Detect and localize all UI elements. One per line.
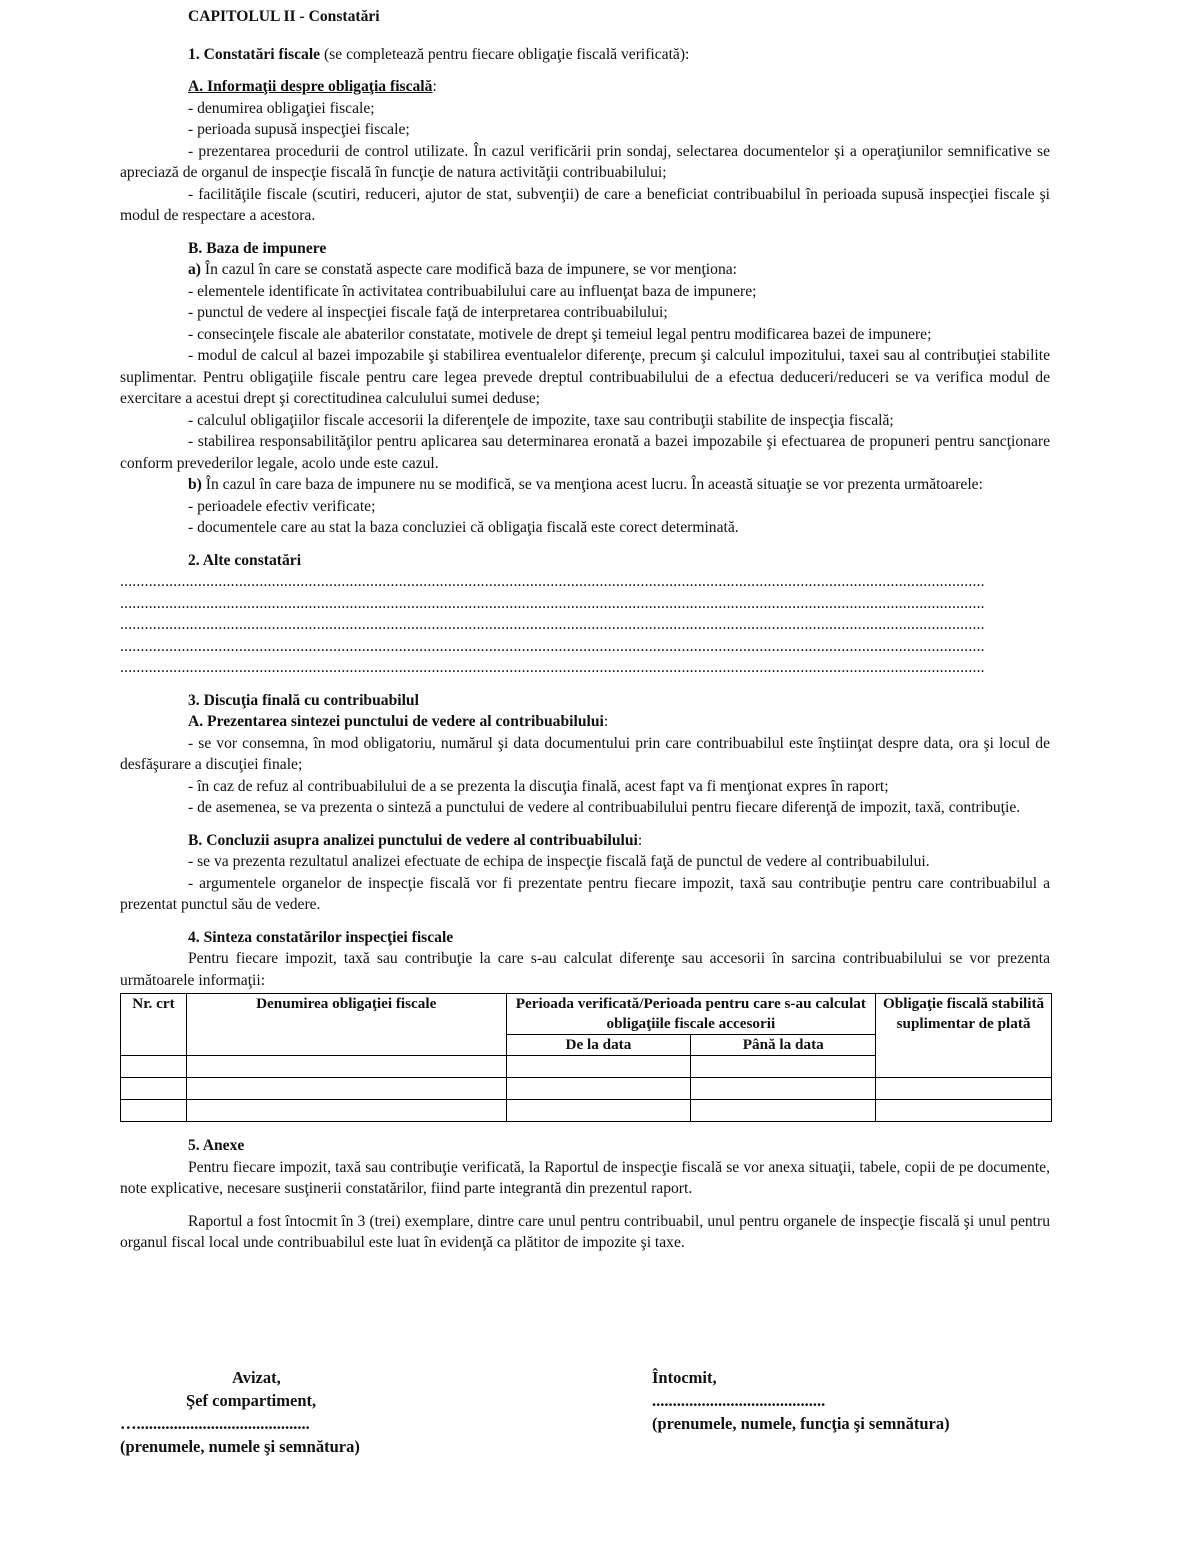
dotted-line: ................................................................................................................................................................................................................... — [120, 616, 985, 633]
dotted-line: ................................................................................................................................................................................................................... — [120, 637, 985, 655]
list-item: - consecinţele fiscale ale abaterilor constatate, motivele de drept şi temeiul legal pentru modificarea bazei de impunere; — [188, 325, 932, 343]
section-5-paragraph: Pentru fiecare impozit, taxă sau contribuţie verificată, la Raportul de inspecţie fiscală se vor anexa situaţii, tabele, copii de pe documente, note explicative, necesare susţinerii constatărilor, fiind parte integrantă din prezentul raport. — [120, 1158, 1050, 1197]
table-header-de-la: De la data — [506, 1035, 691, 1056]
section-4-heading: 4. Sinteza constatărilor inspecţiei fiscale — [188, 928, 454, 946]
list-item: - denumirea obligaţiei fiscale; — [188, 99, 375, 117]
section-2-heading: 2. Alte constatări — [188, 551, 302, 569]
list-item: - punctul de vedere al inspecţiei fiscale faţă de interpretarea contribuabilului; — [188, 304, 668, 321]
section-4-intro: Pentru fiecare impozit, taxă sau contribuţie la care s-au calculat diferenţe sau accesorii în sarcina contribuabilului se vor prezenta următoarele informaţii: — [120, 950, 1050, 989]
signature-line: .......................................... — [652, 1391, 826, 1410]
list-item: - perioada supusă inspecţiei fiscale; — [188, 121, 410, 138]
table-row — [121, 1100, 1052, 1122]
table-header-nr: Nr. crt — [121, 994, 187, 1056]
section-5-paragraph: Raportul a fost întocmit în 3 (trei) exemplare, dintre care unul pentru contribuabil, unul pentru organele de inspecţie fiscală şi unul pentru organul fiscal local unde contribuabilul este luat în evidenţă ca plătitor de impozite şi taxe. — [120, 1212, 1050, 1251]
section-3a-heading: A. Prezentarea sintezei punctului de vedere al contribuabilului: — [188, 713, 609, 730]
list-item: - facilităţile fiscale (scutiri, reduceri, ajutor de stat, subvenţii) de care a beneficiat contribuabilul în perioada supusă inspecţiei fiscale şi modul de respectare a acestora. — [120, 185, 1050, 224]
dotted-line: ................................................................................................................................................................................................................... — [120, 573, 985, 590]
table-header-row — [121, 994, 1052, 1035]
section-1-heading: 1. Constatări fiscale (se completează pentru fiecare obligaţie fiscală verificată): — [188, 45, 690, 63]
table-header-pana-la: Până la data — [691, 1035, 876, 1056]
approved-label: Avizat, — [232, 1368, 281, 1387]
signature-caption: (prenumele, numele şi semnătura) — [120, 1437, 360, 1456]
signature-right — [652, 1366, 1052, 1435]
chapter-title: CAPITOLUL II - Constatări — [188, 8, 380, 25]
table-header-denumire: Denumirea obligaţiei fiscale — [186, 994, 506, 1056]
dotted-line: ................................................................................................................................................................................................................... — [120, 594, 985, 612]
prepared-label: Întocmit, — [652, 1368, 717, 1387]
list-item: - stabilirea responsabilităţilor pentru aplicarea sau determinarea eronată a bazei impozabile şi efectuarea de propuneri pentru sancţionare conform prevederilor legale, acolo unde este cazul. — [120, 433, 1050, 472]
table-header-obligatie: Obligaţie fiscală stabilită suplimentar de plată — [876, 994, 1052, 1078]
section-5-heading: 5. Anexe — [188, 1137, 245, 1154]
subpoint-a: a) În cazul în care se constată aspecte care modifică baza de impunere, se vor menţiona: — [188, 261, 737, 278]
list-item: - calculul obligaţiilor fiscale accesorii la diferenţele de impozite, taxe sau contribuţii stabilite de inspecţia fiscală; — [188, 411, 894, 429]
dotted-line: ................................................................................................................................................................................................................... — [120, 659, 985, 676]
list-item: - argumentele organelor de inspecţie fiscală vor fi prezentate pentru fiecare impozit, taxă sau contribuţie pentru care contribuabilul a prezentat punctul său de vedere. — [120, 874, 1050, 913]
section-1b-heading: B. Baza de impunere — [188, 239, 327, 257]
section-1a-heading: A. Informaţii despre obligaţia fiscală: — [188, 78, 437, 95]
list-item: - în caz de refuz al contribuabilului de a se prezenta la discuţia finală, acest fapt va fi menţionat expres în raport; — [188, 777, 889, 795]
table-header-perioada: Perioada verificată/Perioada pentru care s-au calculat obligaţiile fiscale accesorii — [506, 994, 876, 1035]
signature-left — [120, 1366, 440, 1458]
signature-line: ….......................................... — [120, 1414, 310, 1433]
subpoint-b: b) În cazul în care baza de impunere nu se modifică, se va menţiona acest lucru. În această situaţie se vor prezenta următoarele: — [188, 476, 983, 493]
list-item: - perioadele efectiv verificate; — [188, 497, 376, 515]
fiscal-summary-table — [120, 993, 1052, 1122]
list-item: - prezentarea procedurii de control utilizate. În cazul verificării prin sondaj, selectarea documentelor şi a operaţiunilor semnificative se apreciază de organul de inspecţie fiscală în funcţie de natura activităţii contribuabilului; — [120, 142, 1050, 181]
list-item: - documentele care au stat la baza concluziei că obligaţia fiscală este corect determinată. — [188, 519, 739, 536]
list-item: - modul de calcul al bazei impozabile şi stabilirea eventualelor diferenţe, precum şi calculul impozitului, taxei sau al contribuţiei stabilite suplimentar. Pentru obligaţiile fiscale pentru care legea prevede dreptul contribuabilului de a efectua deduceri/reduceri se va verifica modul de exercitare a acestui drept şi corectitudinea calculului sumei deduse; — [120, 347, 1050, 407]
department-head-label: Şef compartiment, — [186, 1391, 317, 1410]
section-3b-heading: B. Concluzii asupra analizei punctului de vedere al contribuabilului: — [188, 831, 643, 849]
section-3-heading: 3. Discuţia finală cu contribuabilul — [188, 691, 419, 709]
list-item: - se va prezenta rezultatul analizei efectuate de echipa de inspecţie fiscală faţă de punctul de vedere al contribuabilului. — [188, 853, 930, 870]
signature-caption: (prenumele, numele, funcţia şi semnătura) — [652, 1414, 950, 1433]
list-item: - se vor consemna, în mod obligatoriu, numărul şi data documentului prin care contribuabilul este înştiinţat despre data, ora şi locul de desfăşurare a discuţiei finale; — [120, 734, 1050, 773]
table-row — [121, 1078, 1052, 1100]
document-body — [120, 6, 1050, 1254]
list-item: - de asemenea, se va prezenta o sinteză a punctului de vedere al contribuabilului pentru fiecare diferenţă de impozit, taxă, contribuţie. — [188, 799, 1021, 816]
list-item: - elementele identificate în activitatea contribuabilului care au influenţat baza de impunere; — [188, 282, 757, 300]
